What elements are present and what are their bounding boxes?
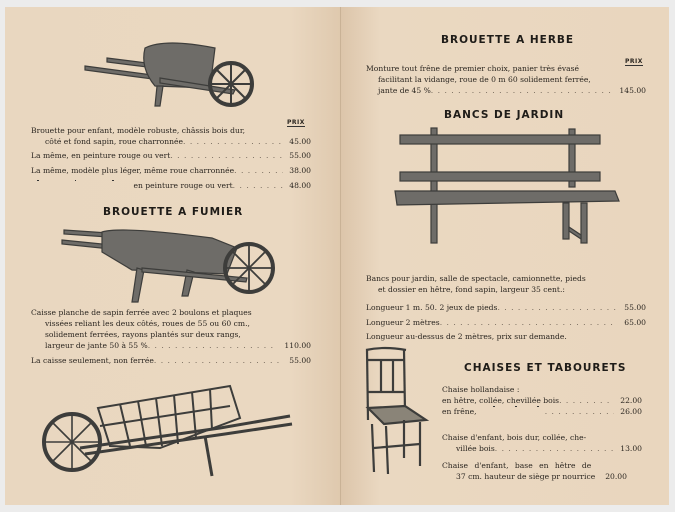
herbe-row	[378, 85, 646, 96]
herbe-desc-line: Monture tout frêne de premier choix, panier très évasé	[366, 64, 580, 73]
manure-wheelbarrow-illustration	[62, 226, 280, 302]
ditto-dash	[75, 180, 77, 191]
slatted-wheelbarrow-illustration	[40, 378, 295, 478]
leader-dots	[495, 443, 615, 454]
fumier-desc-line: Caisse planche de sapin ferrée avec 2 boulons et plaques	[31, 308, 252, 317]
fumier-desc-line: vissées reliant les deux côtés, roues de 55 ou 60 cm.,	[45, 319, 250, 328]
item-price: 55.00	[289, 151, 311, 160]
item-text: 37 cm. hauteur de siège pr nourrice	[456, 472, 596, 481]
item-text: Longueur 1 m. 50. 2 jeux de pieds	[366, 303, 498, 312]
chaise-row-4	[456, 471, 642, 482]
ditto-dash	[112, 180, 114, 191]
item-price: 110.00	[284, 341, 311, 350]
chaise-row-2	[442, 406, 642, 417]
chaise-row-3	[456, 443, 642, 454]
leader-dots	[233, 180, 284, 191]
child-barrow-line1: Brouette pour enfant, modèle robuste, châssis bois dur,	[31, 126, 246, 135]
heading-brouette-fumier: BROUETTE A FUMIER	[103, 206, 244, 218]
ditto-dash	[515, 406, 517, 417]
prix-header-right: PRIX	[625, 58, 643, 65]
item-price: 65.00	[624, 318, 646, 327]
bancs-desc-line: et dossier en hêtre, fond sapin, largeur 35 cent.:	[378, 285, 565, 294]
item-text: en peinture rouge ou vert	[133, 181, 233, 190]
leader-dots	[170, 150, 283, 161]
bancs-note: Longueur au-dessus de 2 mètres, prix sur demande.	[366, 332, 567, 341]
item-text: Longueur 2 mètres	[366, 318, 440, 327]
ditto-dash	[493, 406, 495, 417]
item-text: villée bois	[456, 444, 495, 453]
item-text: La même, en peinture rouge ou vert	[31, 151, 171, 160]
heading-bancs-jardin: BANCS DE JARDIN	[444, 109, 565, 121]
item-text: largeur de jante 50 à 55 %	[45, 341, 148, 350]
ditto-dash	[537, 406, 539, 417]
herbe-desc	[366, 63, 626, 85]
item-text: La même, modèle plus léger, même roue charronnée	[31, 166, 235, 175]
item-price: 26.00	[620, 407, 642, 416]
item-price: 55.00	[624, 303, 646, 312]
hollandaise-label: Chaise hollandaise :	[442, 385, 520, 394]
item-price: 48.00	[289, 181, 312, 190]
item-price: 145.00	[619, 86, 646, 95]
leader-dots	[497, 302, 618, 313]
fumier-desc-line: solidement ferrées, rayons plantés sur deux rangs,	[45, 330, 241, 339]
garden-bench-illustration	[393, 127, 621, 245]
prix-header-left: PRIX	[287, 119, 305, 126]
item-price: 55.00	[289, 356, 311, 365]
item-price: 38.00	[289, 166, 311, 175]
enfant2-line1: Chaise d'enfant, base en hêtre de	[442, 461, 592, 470]
leader-dots	[559, 395, 614, 406]
child-barrow-row-4	[31, 180, 311, 191]
fumier-desc	[31, 307, 311, 340]
item-text: côté et fond sapin, roue charronnée	[45, 137, 183, 146]
child-wheelbarrow-illustration	[85, 38, 255, 110]
leader-dots	[440, 317, 619, 328]
heading-brouette-herbe: BROUETTE A HERBE	[441, 34, 575, 46]
leader-dots	[545, 406, 615, 417]
child-barrow-desc	[31, 125, 311, 136]
item-text: en hêtre, collée, chevillée bois	[442, 396, 560, 405]
child-barrow-row-1	[45, 136, 311, 147]
child-barrow-row-2	[31, 150, 311, 161]
ditto-dash	[37, 180, 39, 191]
chaise-row-1	[442, 395, 642, 406]
leader-dots	[431, 85, 614, 96]
chair-illustration	[364, 348, 426, 476]
bancs-desc-line: Bancs pour jardin, salle de spectacle, camionnette, pieds	[366, 274, 586, 283]
heading-chaises-tabourets: CHAISES ET TABOURETS	[464, 362, 627, 374]
item-price: 13.00	[620, 444, 642, 453]
leader-dots	[148, 340, 279, 351]
item-price: 22.00	[620, 396, 642, 405]
leader-dots	[234, 165, 283, 176]
item-text: jante de 45 %	[378, 86, 431, 95]
fumier-row-1	[45, 340, 311, 351]
bancs-row-1	[366, 302, 646, 313]
child-barrow-row-3	[31, 165, 311, 176]
herbe-desc-line: facilitant la vidange, roue de 0 m 60 solidement ferrée,	[378, 75, 591, 84]
enfant1-line1: Chaise d'enfant, bois dur, collée, che-	[442, 433, 587, 442]
item-text: en frêne,	[442, 407, 477, 416]
fumier-row-2	[31, 355, 311, 366]
item-text: La caisse seulement, non ferrée	[31, 356, 154, 365]
item-price: 20.00	[605, 472, 627, 481]
bancs-row-2	[366, 317, 646, 328]
bancs-desc	[366, 273, 646, 295]
leader-dots	[154, 355, 283, 366]
item-price: 45.00	[289, 137, 311, 146]
page-fold	[340, 7, 341, 505]
leader-dots	[183, 136, 283, 147]
